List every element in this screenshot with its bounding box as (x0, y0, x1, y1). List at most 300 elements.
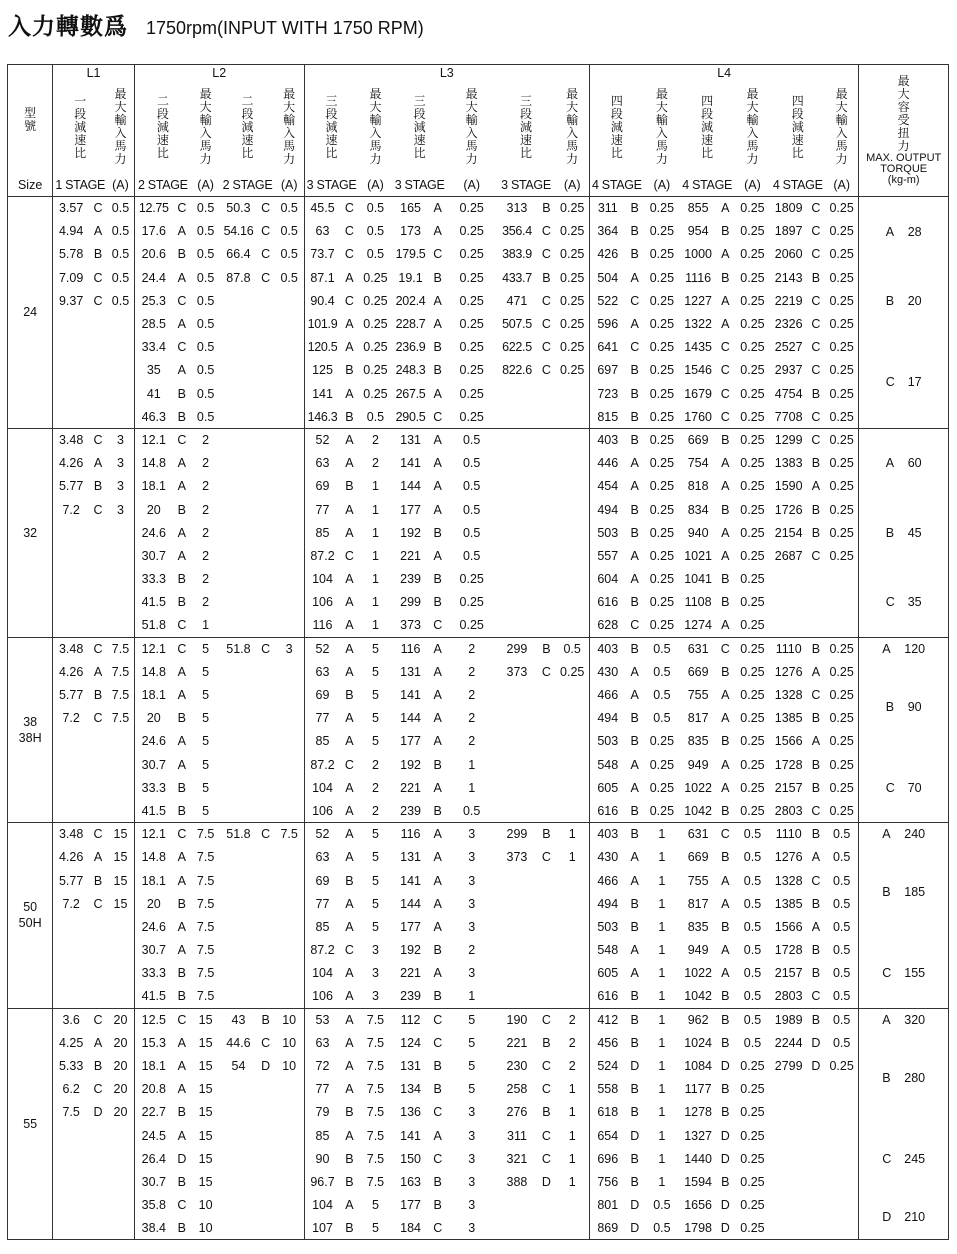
table-cell: A (721, 780, 730, 795)
table-cell (107, 1217, 134, 1240)
table-cell (220, 1217, 256, 1240)
table-cell: A (811, 664, 821, 679)
table-cell: 2 (468, 688, 476, 703)
table-row (8, 428, 949, 451)
table-cell: C (261, 270, 271, 285)
table-cell: A (630, 757, 639, 772)
table-cell (537, 753, 555, 776)
table-cell: 1760 (684, 409, 713, 424)
table-cell: 0.25 (740, 734, 765, 749)
table-cell: 0.5 (462, 456, 481, 471)
table-cell (257, 382, 275, 405)
table-cell (275, 753, 304, 776)
table-cell (275, 591, 304, 614)
table-cell (53, 1170, 89, 1193)
size-cell: 32 (23, 525, 38, 540)
table-row (8, 1101, 949, 1124)
table-cell (53, 939, 89, 962)
table-cell (107, 1170, 134, 1193)
table-cell (257, 359, 275, 382)
table-cell: 1 (658, 1059, 666, 1074)
table-cell: 426 (589, 243, 625, 266)
table-cell (53, 312, 89, 335)
table-cell (825, 1101, 859, 1124)
column-unit: 4 STAGE (682, 178, 733, 192)
table-cell (275, 336, 304, 359)
table-cell: 548 (589, 939, 625, 962)
table-cell: 0.5 (196, 247, 215, 262)
table-cell: 51.8 (226, 827, 251, 842)
table-cell: B (811, 711, 821, 726)
table-cell: 20 (113, 1059, 128, 1074)
table-cell: 0.25 (459, 317, 484, 332)
table-cell: 1110 (775, 641, 802, 656)
table-cell: 0.5 (196, 201, 215, 216)
table-cell: A (811, 919, 821, 934)
table-cell: 669 (687, 664, 709, 679)
table-cell: 0.25 (740, 386, 765, 401)
table-cell: 69 (304, 475, 340, 498)
table-cell: B (630, 711, 639, 726)
table-cell: 1177 (684, 1082, 712, 1097)
table-cell (537, 452, 555, 475)
table-cell (220, 1101, 256, 1124)
table-cell: 3 (116, 456, 124, 471)
table-cell (555, 799, 589, 822)
table-cell: 90.4 (304, 289, 340, 312)
table-cell: 503 (589, 521, 625, 544)
table-cell: 548 (589, 753, 625, 776)
table-cell: A (345, 618, 354, 633)
table-cell: 150 (400, 1151, 421, 1166)
table-cell (555, 730, 589, 753)
table-cell: 388 (506, 1174, 528, 1189)
table-cell: 0.25 (740, 757, 765, 772)
table-cell: 7.5 (366, 1035, 385, 1050)
table-cell (771, 1170, 807, 1193)
table-cell (107, 1124, 134, 1147)
table-cell (497, 521, 538, 544)
table-cell: 46.3 (134, 405, 173, 428)
table-cell: 0.25 (740, 224, 765, 239)
table-cell: 1021 (684, 548, 713, 563)
table-cell: B (542, 201, 551, 216)
table-cell: B (811, 270, 821, 285)
table-cell: 52 (304, 823, 340, 846)
table-row (8, 1031, 949, 1054)
table-row (8, 289, 949, 312)
table-cell (275, 289, 304, 312)
table-cell: A (345, 433, 354, 448)
table-cell: C (541, 224, 551, 239)
column-unit: 2 STAGE (134, 174, 191, 197)
table-cell: B (345, 873, 354, 888)
table-cell: A (433, 688, 442, 703)
table-cell: 0.25 (740, 641, 765, 656)
table-cell: C (811, 433, 821, 448)
table-cell: C (261, 224, 271, 239)
table-cell (257, 1101, 275, 1124)
table-cell: B (177, 989, 187, 1004)
table-cell: 107 (304, 1217, 340, 1240)
table-cell (53, 591, 89, 614)
table-cell: A (177, 525, 187, 540)
table-cell: 0.5 (832, 827, 851, 842)
table-cell: 504 (589, 266, 625, 289)
table-cell: B (177, 595, 187, 610)
table-cell: 1322 (684, 317, 713, 332)
table-cell: C (261, 641, 271, 656)
table-cell (257, 1124, 275, 1147)
table-cell: C (433, 1151, 443, 1166)
table-cell (220, 730, 256, 753)
table-cell: 12.1 (134, 637, 173, 660)
table-cell: 0.25 (829, 479, 854, 494)
table-cell (497, 730, 538, 753)
table-cell: B (811, 896, 821, 911)
table-cell (220, 1170, 256, 1193)
table-cell: 24.4 (134, 266, 173, 289)
table-cell: 7.5 (196, 896, 215, 911)
table-cell: 616 (589, 591, 625, 614)
table-cell: 2803 (774, 989, 803, 1004)
table-cell: 822.6 (502, 363, 532, 378)
table-cell: 112 (400, 1012, 421, 1027)
table-cell: 33.3 (134, 568, 173, 591)
table-cell: A (721, 896, 730, 911)
table-cell: 835 (687, 734, 709, 749)
table-cell: B (721, 1012, 730, 1027)
table-cell (497, 405, 538, 428)
table-cell (807, 1194, 825, 1217)
table-cell: 1440 (684, 1151, 713, 1166)
table-cell (257, 846, 275, 869)
column-unit: 3 STAGE (501, 178, 551, 192)
table-cell: 2 (468, 641, 476, 656)
table-cell: 0.25 (740, 1059, 765, 1074)
table-cell: B (630, 525, 639, 540)
table-cell: 5 (202, 711, 210, 726)
table-cell: 41.5 (134, 591, 173, 614)
table-cell (275, 452, 304, 475)
table-cell: 54 (231, 1059, 246, 1074)
table-cell: 3 (371, 989, 379, 1004)
table-cell: 0.5 (462, 479, 481, 494)
table-cell: C (344, 201, 354, 216)
table-cell: 25.3 (134, 289, 173, 312)
table-cell (257, 544, 275, 567)
table-cell: 131 (400, 433, 421, 448)
model-header: 型號 (24, 105, 37, 133)
table-cell (555, 776, 589, 799)
table-cell: C (630, 618, 640, 633)
table-cell: 7.5 (196, 943, 215, 958)
table-cell (497, 614, 538, 637)
table-cell: 2143 (774, 270, 803, 285)
table-cell: 631 (687, 827, 709, 842)
table-cell: 0.25 (459, 409, 484, 424)
size-group (8, 1008, 949, 1240)
table-cell: 0.25 (649, 293, 675, 308)
table-cell: 2 (568, 1012, 576, 1027)
table-cell: 5 (468, 1012, 476, 1027)
table-cell: 0.5 (743, 919, 762, 934)
table-cell (807, 1170, 825, 1193)
table-row (8, 869, 949, 892)
table-cell: A (433, 919, 442, 934)
table-cell: 26.4 (134, 1147, 173, 1170)
table-cell: B (177, 966, 187, 981)
table-cell: 290.5 (395, 409, 426, 424)
table-row (8, 730, 949, 753)
table-cell (53, 521, 89, 544)
table-row (8, 776, 949, 799)
table-cell: 403 (589, 637, 625, 660)
table-cell: 5 (371, 919, 379, 934)
table-cell: 1 (371, 595, 379, 610)
table-cell: C (541, 363, 551, 378)
table-cell: 54.16 (223, 224, 254, 239)
table-cell (89, 776, 107, 799)
table-cell: 177 (400, 502, 421, 517)
table-cell (107, 915, 134, 938)
table-cell (555, 985, 589, 1008)
table-row (8, 985, 949, 1008)
table-cell: 30.7 (134, 753, 173, 776)
table-cell: 22.7 (134, 1101, 173, 1124)
table-cell: A (177, 1128, 187, 1143)
table-cell: 63 (304, 1031, 340, 1054)
table-cell: C (811, 803, 821, 818)
table-cell: 0.25 (649, 247, 675, 262)
table-cell: 267.5 (395, 386, 426, 401)
table-cell: 1897 (774, 224, 803, 239)
table-cell: 0.5 (743, 989, 762, 1004)
table-cell (107, 985, 134, 1008)
table-cell: 24.6 (134, 730, 173, 753)
table-cell: B (630, 919, 639, 934)
table-row (8, 452, 949, 475)
table-cell: 0.5 (196, 363, 215, 378)
table-cell: C (811, 989, 821, 1004)
table-cell: A (433, 711, 442, 726)
table-cell: B (433, 572, 442, 587)
table-cell: A (721, 688, 730, 703)
table-cell (257, 428, 275, 451)
table-cell: 0.25 (829, 688, 854, 703)
table-cell: A (345, 525, 354, 540)
table-cell (53, 359, 89, 382)
table-cell: 14.8 (134, 660, 173, 683)
table-cell: 616 (589, 799, 625, 822)
table-cell: 383.9 (502, 247, 532, 262)
table-cell: B (93, 1059, 103, 1074)
table-cell: A (811, 479, 821, 494)
table-cell: A (630, 873, 639, 888)
table-cell: B (721, 224, 730, 239)
table-cell: 24.6 (134, 521, 173, 544)
table-cell: 0.25 (560, 340, 585, 355)
table-row (8, 568, 949, 591)
table-cell: 131 (400, 1059, 421, 1074)
table-cell (257, 1170, 275, 1193)
table-cell: A (177, 664, 187, 679)
table-cell: B (811, 641, 821, 656)
table-cell (275, 359, 304, 382)
table-cell: 604 (589, 568, 625, 591)
table-cell (257, 776, 275, 799)
table-cell: 7.5 (366, 1174, 385, 1189)
table-cell: 494 (589, 498, 625, 521)
torque-cell: B 185 (859, 846, 949, 939)
page-header (8, 8, 424, 40)
table-cell: 0.5 (653, 711, 671, 726)
table-cell: 63 (304, 452, 340, 475)
table-cell: D (811, 1059, 821, 1074)
table-cell: 14.8 (134, 846, 173, 869)
table-cell (807, 568, 825, 591)
table-cell: 311 (589, 197, 625, 220)
table-cell (53, 985, 89, 1008)
table-cell: C (541, 1082, 551, 1097)
table-cell (257, 498, 275, 521)
column-label: 最大輸入馬力 (114, 87, 127, 166)
table-cell: 507.5 (502, 317, 532, 332)
table-cell (107, 730, 134, 753)
table-cell (537, 939, 555, 962)
table-cell (537, 799, 555, 822)
table-cell: 962 (687, 1012, 709, 1027)
table-cell: 0.25 (459, 270, 484, 285)
table-cell: 20 (113, 1082, 128, 1097)
table-cell: 697 (589, 359, 625, 382)
table-cell: 35.8 (134, 1194, 173, 1217)
table-cell (555, 707, 589, 730)
table-cell: 1 (468, 757, 476, 772)
table-cell (53, 614, 89, 637)
table-cell: 4.25 (53, 1031, 89, 1054)
table-row (8, 498, 949, 521)
table-cell: 192 (400, 525, 421, 540)
column-label: 最大輸入馬力 (746, 87, 759, 166)
table-cell (89, 962, 107, 985)
torque-header: 最大容受扭力 MAX. OUTPUT TORQUE (kg-m) (859, 65, 949, 197)
table-cell: 15 (198, 1105, 213, 1120)
table-cell (275, 939, 304, 962)
table-cell: 1328 (774, 873, 803, 888)
table-cell (537, 405, 555, 428)
table-cell: A (433, 479, 442, 494)
table-cell: 0.25 (649, 270, 675, 285)
table-cell: 0.5 (280, 224, 298, 239)
column-label: 最大輸入馬力 (199, 87, 212, 166)
table-cell: C (433, 409, 443, 424)
table-cell: 0.25 (560, 201, 585, 216)
table-cell: 276 (506, 1105, 528, 1120)
table-cell: 0.25 (363, 317, 388, 332)
table-cell: 0.25 (829, 780, 854, 795)
table-cell: 0.25 (459, 224, 484, 239)
table-cell: 173 (400, 224, 421, 239)
table-cell: B (345, 1221, 354, 1236)
table-cell: 1656 (684, 1198, 713, 1213)
table-cell: 3 (468, 1105, 476, 1120)
table-cell: 4.26 (53, 846, 89, 869)
table-cell: 1 (468, 780, 476, 795)
table-cell: 87.8 (226, 270, 251, 285)
table-cell: 236.9 (395, 340, 426, 355)
table-cell: 87.2 (304, 753, 340, 776)
table-cell: C (344, 548, 354, 563)
table-cell: 20 (134, 892, 173, 915)
table-row (8, 799, 949, 822)
table-cell: 0.25 (740, 618, 765, 633)
table-cell (89, 730, 107, 753)
table-cell: 618 (589, 1101, 625, 1124)
table-row (8, 521, 949, 544)
table-cell (771, 591, 807, 614)
table-cell (825, 1147, 859, 1170)
table-cell (89, 544, 107, 567)
table-cell (537, 915, 555, 938)
table-cell: A (721, 525, 730, 540)
table-cell: A (630, 456, 639, 471)
table-cell: 12.75 (134, 197, 173, 220)
table-cell (275, 544, 304, 567)
table-cell: 5 (202, 780, 210, 795)
table-cell (275, 707, 304, 730)
table-cell: 7708 (774, 409, 803, 424)
table-cell: A (345, 502, 354, 517)
table-cell: 2244 (774, 1035, 803, 1050)
table-cell: 949 (687, 757, 709, 772)
table-cell: 4.94 (53, 220, 89, 243)
table-cell (555, 962, 589, 985)
table-cell: 144 (400, 479, 421, 494)
table-cell (555, 892, 589, 915)
table-cell (107, 336, 134, 359)
column-unit: 4 STAGE (772, 178, 823, 192)
table-cell: 1 (371, 618, 379, 633)
table-cell: 1108 (684, 595, 712, 610)
table-cell (555, 683, 589, 706)
table-cell: C (93, 641, 103, 656)
table-cell (537, 498, 555, 521)
table-cell: 18.1 (134, 475, 173, 498)
table-cell: 2 (371, 780, 379, 795)
table-cell: 7.2 (53, 892, 89, 915)
table-cell: A (721, 966, 730, 981)
table-cell: 433.7 (502, 270, 532, 285)
table-cell: 3 (468, 1198, 476, 1213)
table-row (8, 915, 949, 938)
table-cell: 0.25 (649, 618, 675, 633)
table-cell: C (811, 548, 821, 563)
table-cell: 466 (589, 869, 625, 892)
table-cell: 311 (507, 1128, 527, 1143)
table-cell (89, 939, 107, 962)
table-cell: 641 (589, 336, 625, 359)
table-cell: 628 (589, 614, 625, 637)
table-cell: 52 (304, 637, 340, 660)
table-cell: C (93, 896, 103, 911)
table-cell (275, 614, 304, 637)
table-cell: 141 (400, 456, 421, 471)
table-cell (537, 869, 555, 892)
table-cell: B (433, 1082, 442, 1097)
table-cell (275, 869, 304, 892)
table-cell: 1327 (684, 1128, 713, 1143)
